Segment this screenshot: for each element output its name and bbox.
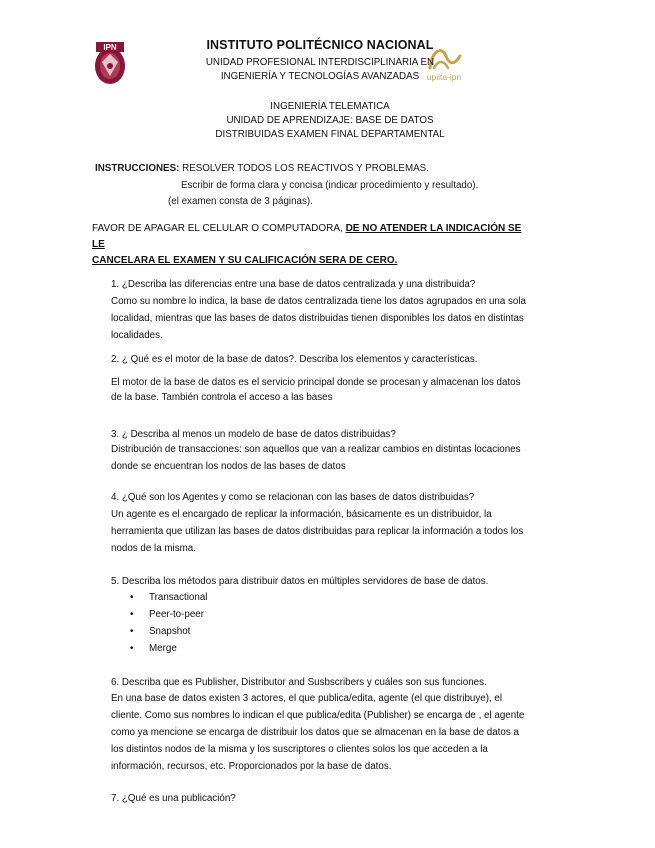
answer-4-line-1: Un agente es el encargado de replicar la información, básicamente es un distribuidor, la — [111, 509, 492, 520]
answer-6-line-4: los distintos nodos de la misma y los suscriptores o clientes solos los que acceden a la — [111, 744, 488, 755]
list-item — [130, 640, 207, 657]
course-line-1: INGENIERÍA TELEMATICA — [270, 101, 390, 112]
list-item — [130, 623, 207, 640]
question-6: 6. Describa que es Publisher, Distributor and Susbscribers y cuáles son sus funciones. — [111, 677, 487, 688]
ipn-logo-text: IPN — [103, 43, 117, 52]
answer-1-line-3: localidades. — [111, 330, 163, 341]
unit-line-2: INGENIERÍA Y TECNOLOGÍAS AVANZADAS — [220, 71, 420, 82]
question-2: 2. ¿ Qué es el motor de la base de datos?. Describa los elementos y características. — [111, 354, 478, 365]
unit-line-1: UNIDAD PROFESIONAL INTERDISCIPLINARIA EN — [205, 57, 435, 68]
method-label: Transactional — [149, 592, 208, 603]
warning-strong-2: CANCELARA EL EXAMEN Y SU CALIFICACIÓN SERA DE CERO. — [92, 255, 398, 266]
warning-normal: FAVOR DE APAGAR EL CELULAR O COMPUTADORA, — [92, 223, 346, 234]
method-label: Peer-to-peer — [149, 609, 204, 620]
bullet: • — [130, 609, 134, 620]
answer-6-line-2: cliente. Como sus nombres lo indican el que publica/edita (Publisher) se encarga de , el agente — [111, 710, 525, 721]
upiita-logo-text: upiita-ipn — [426, 72, 462, 82]
bullet: • — [130, 643, 134, 654]
answer-3-line-2: donde se encuentran los nodos de las bases de datos — [111, 461, 346, 472]
question-4: 4. ¿Qué son los Agentes y como se relacionan con las bases de datos distribuidas? — [111, 492, 475, 503]
instructions-label: INSTRUCCIONES: — [95, 163, 180, 174]
instructions-line-3: (el examen consta de 3 páginas). — [168, 196, 313, 207]
answer-6-line-5: información, recursos, etc. Proporcionados por la base de datos. — [111, 761, 392, 772]
question-1: 1. ¿Describa las diferencias entre una base de datos centralizada y una distribuida? — [111, 279, 476, 290]
course-line-2: UNIDAD DE APRENDIZAJE: BASE DE DATOS — [226, 115, 434, 126]
instructions-text: RESOLVER TODOS LOS REACTIVOS Y PROBLEMAS. — [179, 163, 429, 174]
list-item — [130, 606, 207, 623]
answer-4-line-2: herramienta que utilizan las bases de datos distribuidas para replicar la información a todos los — [111, 526, 524, 537]
answer-2-line-2: de la base. También controla el acceso a las bases — [111, 392, 333, 403]
instructions-line-2: Escribir de forma clara y concisa (indicar procedimiento y resultado). — [181, 180, 479, 191]
answer-4-line-3: nodos de la misma. — [111, 543, 196, 554]
question-7: 7. ¿Qué es una publicación? — [111, 793, 236, 804]
question-5: 5. Describa los métodos para distribuir datos en múltiples servidores de base de datos. — [111, 576, 489, 587]
institution-title: INSTITUTO POLITÉCNICO NACIONAL — [206, 38, 434, 52]
answer-6-line-3: como ya mencione se encarga de distribuir los datos que se almacenan en la base de datos a — [111, 727, 519, 738]
course-line-3: DISTRIBUIDAS EXAMEN FINAL DEPARTAMENTAL — [215, 129, 445, 140]
answer-3-line-1: Distribución de transacciones: son aquellos que van a realizar cambios en distintas locaciones — [111, 444, 521, 455]
bullet: • — [130, 592, 134, 603]
answer-2-line-1: El motor de la base de datos es el servicio principal donde se procesan y almacenan los datos — [111, 377, 521, 388]
method-label: Snapshot — [149, 626, 191, 637]
answer-1-line-2: localidad, mientras que las bases de datos distribuidas tienen disponibles los datos en distintas — [111, 313, 524, 324]
warning-notice — [92, 221, 532, 269]
answer-6-line-1: En una base de datos existen 3 actores, el que publica/edita, agente (el que distribuye), el — [111, 693, 503, 704]
list-item — [130, 589, 207, 606]
question-3: 3. ¿ Describa al menos un modelo de base de datos distribuidas? — [111, 429, 396, 440]
methods-list — [130, 589, 207, 657]
instructions — [95, 160, 429, 177]
ipn-logo — [93, 40, 127, 86]
bullet: • — [130, 626, 134, 637]
warning-strong-1: DE NO ATENDER LA INDICACIÓN SE LE — [92, 223, 522, 250]
method-label: Merge — [149, 643, 177, 654]
answer-1-line-1: Como su nombre lo indica, la base de datos centralizada tiene los datos agrupados en una sola — [111, 296, 526, 307]
